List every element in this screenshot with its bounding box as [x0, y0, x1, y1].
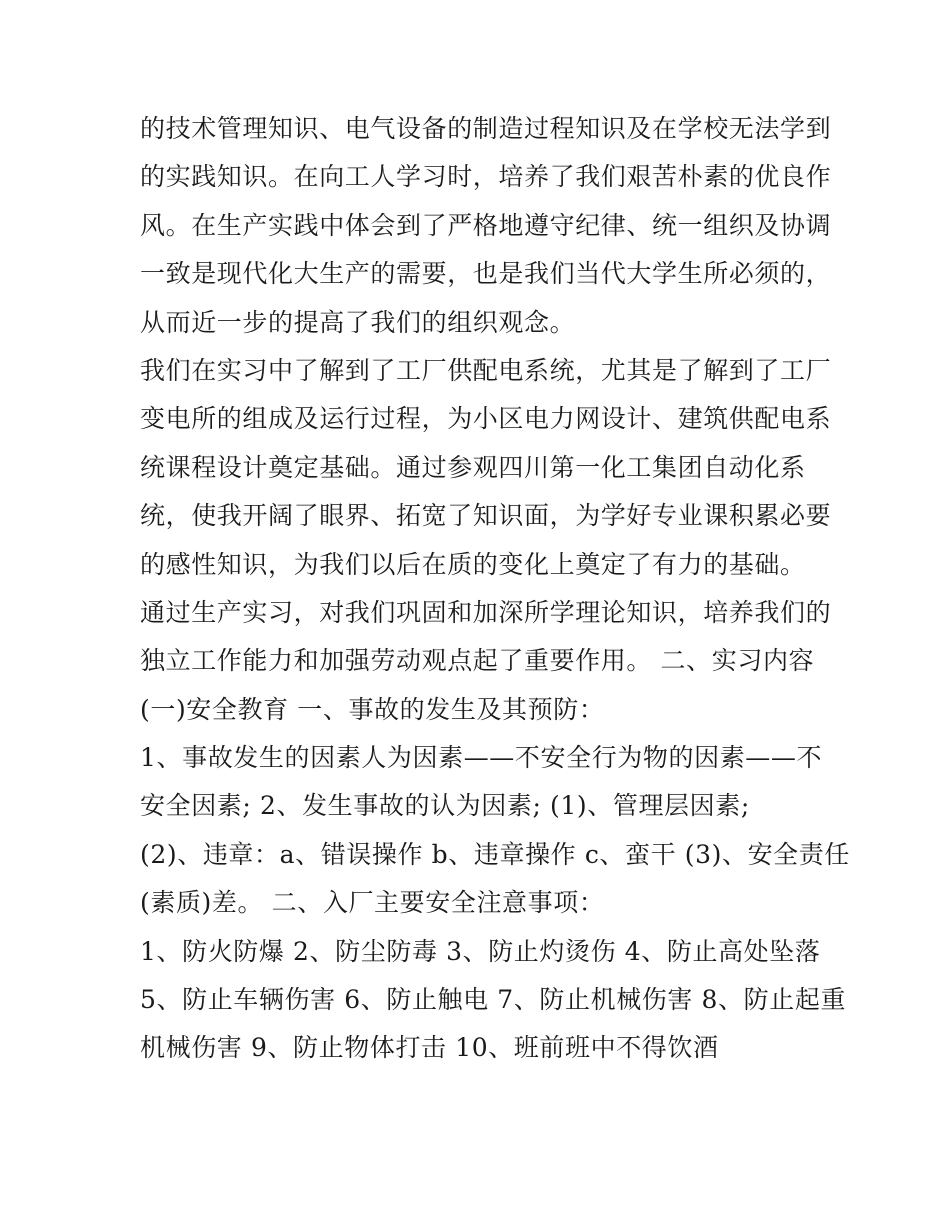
text-line: 一致是现代化大生产的需要，也是我们当代大学生所必须的，: [140, 259, 832, 289]
text-line: 统，使我开阔了眼界、拓宽了知识面，为学好专业课积累必要: [140, 501, 832, 531]
text-line: 统课程设计奠定基础。通过参观四川第一化工集团自动化系: [140, 452, 806, 482]
text-line: 机械伤害 9、防止物体打击 10、班前班中不得饮酒: [140, 1033, 719, 1063]
text-line: 变电所的组成及运行过程，为小区电力网设计、建筑供配电系: [140, 404, 832, 434]
body-text: [140, 105, 850, 1073]
text-line: 的感性知识，为我们以后在质的变化上奠定了有力的基础。: [140, 549, 806, 579]
text-line: 独立工作能力和加强劳动观点起了重要作用。 二、实习内容: [140, 646, 815, 676]
text-line: 的实践知识。在向工人学习时，培养了我们艰苦朴素的优良作: [140, 162, 832, 192]
text-line: 风。在生产实践中体会到了严格地遵守纪律、统一组织及协调: [140, 210, 832, 240]
text-line: 1、事故发生的因素人为因素——不安全行为物的因素——不: [140, 743, 823, 773]
text-line: (2)、违章：a、错误操作 b、违章操作 c、蛮干 (3)、安全责任: [140, 839, 850, 869]
text-line: 安全因素; 2、发生事故的认为因素; (1)、管理层因素;: [140, 791, 750, 821]
text-line: 的技术管理知识、电气设备的制造过程知识及在学校无法学到: [140, 114, 832, 143]
text-line: (一)安全教育 一、事故的发生及其预防：: [140, 694, 605, 724]
text-line: 1、防火防爆 2、防尘防毒 3、防止灼烫伤 4、防止高处坠落: [140, 936, 821, 966]
text-line: 通过生产实习，对我们巩固和加深所学理论知识，培养我们的: [140, 597, 832, 627]
text-line: 5、防止车辆伤害 6、防止触电 7、防止机械伤害 8、防止起重: [140, 985, 847, 1015]
text-line: 我们在实习中了解到了工厂供配电系统，尤其是了解到了工厂: [140, 355, 832, 385]
text-line: (素质)差。 二、入厂主要安全注意事项：: [140, 888, 605, 918]
text-line: 从而近一步的提高了我们的组织观念。: [140, 307, 576, 337]
